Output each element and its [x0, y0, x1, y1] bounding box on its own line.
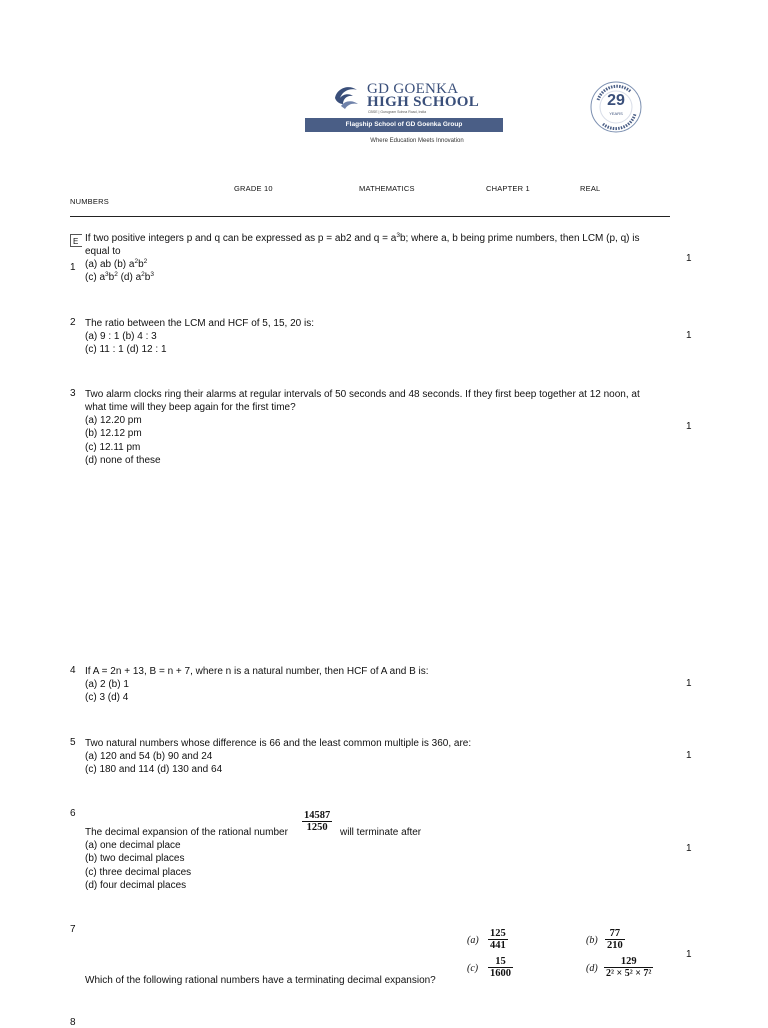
q2-line3: (c) 11 : 1 (d) 12 : 1: [85, 344, 167, 355]
q7-option-c-fraction: [488, 956, 513, 979]
q3-line3: (a) 12.20 pm: [85, 415, 142, 426]
q6-fraction-denominator: 1250: [302, 821, 332, 833]
q3-line6: (d) none of these: [85, 455, 161, 466]
q1-number: 1: [70, 262, 76, 273]
q7-option-b-label: (b): [586, 935, 598, 946]
q8-number: 8: [70, 1017, 76, 1028]
school-subline: CBSE | Gurugram Sohna Road, India: [368, 110, 427, 114]
q7-option-d-denominator: 2² × 5² × 7²: [606, 968, 652, 979]
seal-number: 29: [607, 92, 625, 109]
q5-line3: (c) 180 and 114 (d) 130 and 64: [85, 764, 223, 775]
q5-marks: 1: [686, 750, 692, 761]
q6-marks: 1: [686, 843, 692, 854]
school-name-line1: GD GOENKA: [367, 81, 459, 97]
q5-line2: (a) 120 and 54 (b) 90 and 24: [85, 751, 213, 762]
chapter-title-numbers: NUMBERS: [70, 197, 109, 206]
q1-line1: If two positive integers p and q can be expressed as p = ab2 and $q = a^3b$; where a, b being prime numbers, then LCM (p, q) is: [85, 232, 640, 244]
q4-number: 4: [70, 665, 76, 676]
q7-option-a-denominator: 441: [490, 940, 506, 951]
anniversary-seal: [589, 80, 643, 134]
q6-line1a: The decimal expansion of the rational number: [85, 827, 288, 838]
q4-line1: If A = 2n + 13, B = n + 7, where n is a natural number, then HCF of A and B is:: [85, 666, 429, 677]
q6-number: 6: [70, 808, 76, 819]
q2-line1: The ratio between the LCM and HCF of 5, 15, 20 is:: [85, 318, 315, 329]
q7-option-b-denominator: 210: [607, 940, 623, 951]
q7-option-a-fraction: [488, 928, 508, 951]
q1-opt-a-b: (a) ab (b) a: [85, 259, 135, 270]
q3-number: 3: [70, 388, 76, 399]
q3-line2: what time will they beep again for the first time?: [85, 402, 296, 413]
q4-line2: (a) 2 (b) 1: [85, 679, 129, 690]
q1-opt-c-prefix: (c) a: [85, 272, 105, 283]
subject-label: MATHEMATICS: [359, 184, 415, 193]
school-banner: [305, 118, 503, 132]
q3-marks: 1: [686, 421, 692, 432]
q3-line1: Two alarm clocks ring their alarms at regular intervals of 50 seconds and 48 seconds. If they first beep together at 12 noon, at: [85, 389, 640, 400]
q6-fraction-numerator: 14587: [304, 810, 331, 821]
q2-marks: 1: [686, 330, 692, 341]
q2-number: 2: [70, 317, 76, 328]
q7-option-b-fraction: [605, 928, 625, 951]
q2-line2: (a) 9 : 1 (b) 4 : 3: [85, 331, 157, 342]
q7-option-a-label: (a): [467, 935, 479, 946]
chapter-label: CHAPTER 1: [486, 184, 530, 193]
q1-options-line1: (a) ab (b) $a^2b^2$: [85, 258, 148, 270]
q1-box: [70, 234, 82, 247]
q4-marks: 1: [686, 678, 692, 689]
q3-line4: (b) 12.12 pm: [85, 428, 142, 439]
q7-option-b-numerator: 77: [609, 928, 621, 939]
q1-options-line2: (c) $a^3b^2$ (d) $a^2b^3$: [85, 271, 154, 283]
q7-option-c-numerator: 15: [495, 956, 506, 967]
q1-marks: 1: [686, 253, 692, 264]
q7-option-d-label: (d): [586, 963, 598, 974]
q7-option-a-numerator: 125: [490, 928, 506, 939]
q7-marks: 1: [686, 949, 692, 960]
grade-label: GRADE 10: [234, 184, 273, 193]
q6-fraction: [302, 810, 332, 833]
q5-number: 5: [70, 737, 76, 748]
q6-line4: (c) three decimal places: [85, 867, 192, 878]
q6-line3: (b) two decimal places: [85, 853, 185, 864]
seal-years: YEARS: [609, 111, 623, 116]
q6-line5: (d) four decimal places: [85, 880, 187, 891]
q1-opt-d-b: b: [144, 272, 151, 283]
school-name-line2: HIGH SCHOOL: [367, 94, 480, 110]
q1-opt-c-b: b: [108, 272, 115, 283]
school-emblem-icon: [331, 82, 361, 112]
q6-line2: (a) one decimal place: [85, 840, 181, 851]
q7-option-d-fraction: [604, 956, 653, 979]
q5-line1: Two natural numbers whose difference is 66 and the least common multiple is 360, are:: [85, 738, 472, 749]
chapter-title-real: REAL: [580, 184, 601, 193]
q4-line3: (c) 3 (d) 4: [85, 692, 129, 703]
q1-box-letter: E: [73, 237, 79, 246]
q7-option-c-label: (c): [467, 963, 479, 974]
school-logo: [305, 78, 505, 150]
q1-line1-text: If two positive integers p and q can be expressed as p = ab2 and q = a: [85, 233, 397, 244]
q1-line2: equal to: [85, 246, 121, 257]
q7-option-d-numerator: 129: [620, 956, 637, 967]
q1-opt-d-prefix: (d) a: [117, 272, 142, 283]
school-tagline: Where Education Meets Innovation: [370, 138, 464, 144]
banner-text: Flagship School of GD Goenka Group: [345, 121, 463, 128]
q3-line5: (c) 12.11 pm: [85, 442, 141, 453]
q7-option-c-denominator: 1600: [490, 968, 511, 979]
header-divider: [70, 216, 670, 217]
q7-line1: Which of the following rational numbers have a terminating decimal expansion?: [85, 975, 436, 986]
q6-line1b: will terminate after: [340, 827, 422, 838]
q7-number: 7: [70, 924, 76, 935]
